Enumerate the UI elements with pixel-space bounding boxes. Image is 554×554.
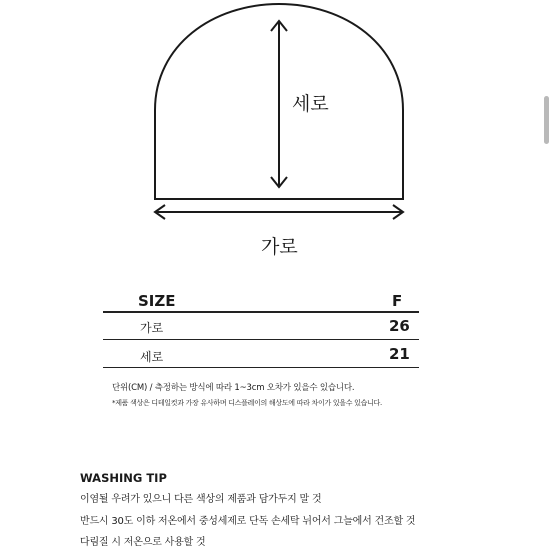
table-divider-bottom [103,367,419,368]
table-row-height-label: 세로 [140,350,164,364]
table-row-width-label: 가로 [140,321,164,335]
washing-tip-line: 다림질 시 저온으로 사용할 것 [80,537,206,548]
scrollbar-thumb[interactable] [544,96,549,144]
size-header-label: SIZE [138,292,176,310]
size-header-value: F [392,292,403,310]
table-divider-middle [103,339,419,340]
vertical-arrow [271,21,287,187]
table-row-width-value: 26 [389,317,410,335]
color-disclaimer-note: *제품 색상은 디테일컷과 가장 유사하며 디스플레이의 해상도에 따라 차이가 있을수 있습니다. [112,399,382,407]
washing-tip-title: WASHING TIP [80,471,167,485]
table-row-height-value: 21 [389,345,410,363]
measurement-unit-note: 단위(CM) / 측정하는 방식에 따라 1~3cm 오차가 있을수 있습니다. [112,383,355,393]
washing-tip-line: 이염될 우려가 있으니 다른 색상의 제품과 담가두지 말 것 [80,494,322,505]
washing-tip-line: 반드시 30도 이하 저온에서 중성세제로 단독 손세탁 뉘어서 그늘에서 건조할 것 [80,516,416,527]
vertical-dimension-label: 세로 [292,93,329,115]
horizontal-arrow [155,205,403,219]
table-divider-top [103,311,419,313]
horizontal-dimension-label: 가로 [261,236,298,258]
